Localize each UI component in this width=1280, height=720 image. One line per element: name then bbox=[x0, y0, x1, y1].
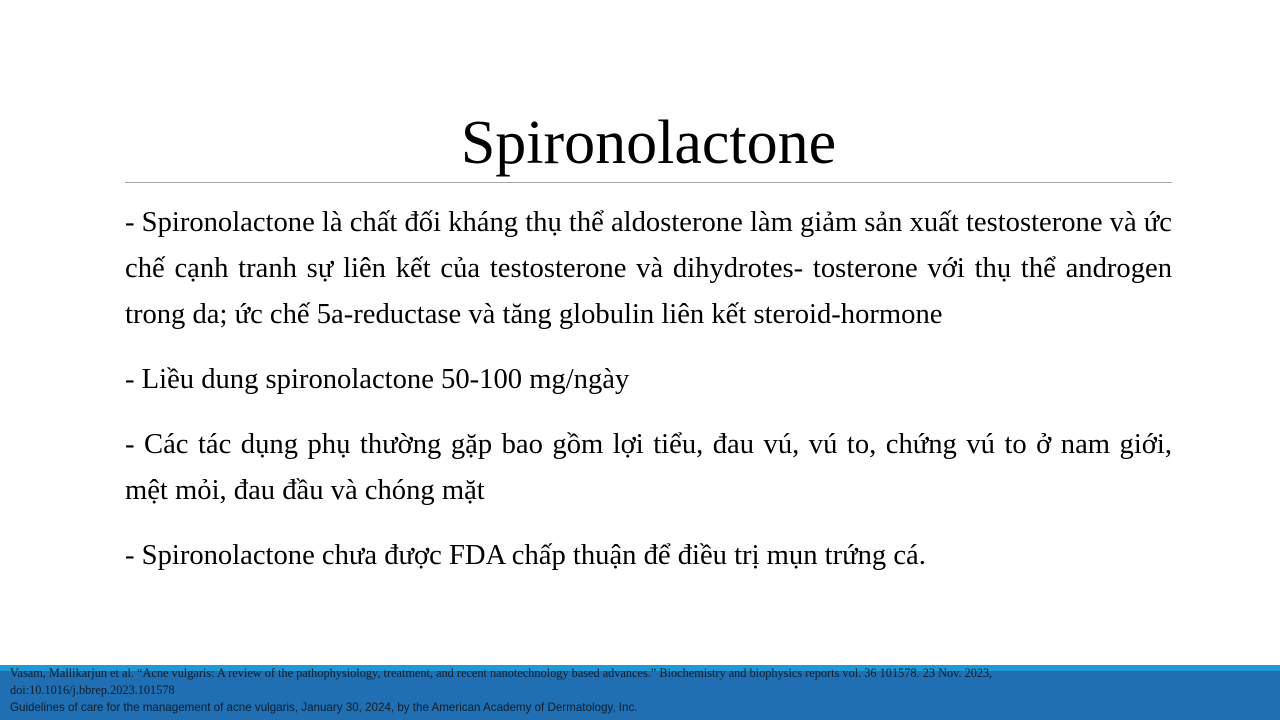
bullet-dosage: - Liều dung spironolactone 50-100 mg/ngày bbox=[125, 364, 630, 395]
reference-guidelines: Guidelines of care for the management of acne vulgaris, January 30, 2024, by the American Academy of Dermatology, Inc. bbox=[10, 701, 638, 714]
bullet-mechanism: - Spironolactone là chất đối kháng thụ thể aldosterone làm giảm sản xuất testosterone và ức chế cạnh tranh sự liên kết của testosterone và dihydrotes- tosterone với thụ thể androgen trong da; ức chế 5a-reductase và tăng globulin liên kết steroid-hormone bbox=[125, 207, 1172, 330]
title-divider bbox=[125, 182, 1172, 183]
bullet-side-effects: - Các tác dụng phụ thường gặp bao gồm lợi tiểu, đau vú, vú to, chứng vú to ở nam giới, mệt mỏi, đau đầu và chóng mặt bbox=[125, 429, 1172, 506]
slide-title: Spironolactone bbox=[460, 109, 837, 177]
reference-citation: Vasam, Mallikarjun et al. “Acne vulgaris: A review of the pathophysiology, treatment, and recent nanotechnology based advances.” Biochemistry and biophysics reports vol. 36 101578. 23 Nov. 2023, bbox=[10, 666, 993, 680]
reference-doi: doi:10.1016/j.bbrep.2023.101578 bbox=[10, 683, 175, 697]
slide-body bbox=[125, 200, 1172, 579]
bullet-fda-status: - Spironolactone chưa được FDA chấp thuận để điều trị mụn trứng cá. bbox=[125, 540, 926, 571]
